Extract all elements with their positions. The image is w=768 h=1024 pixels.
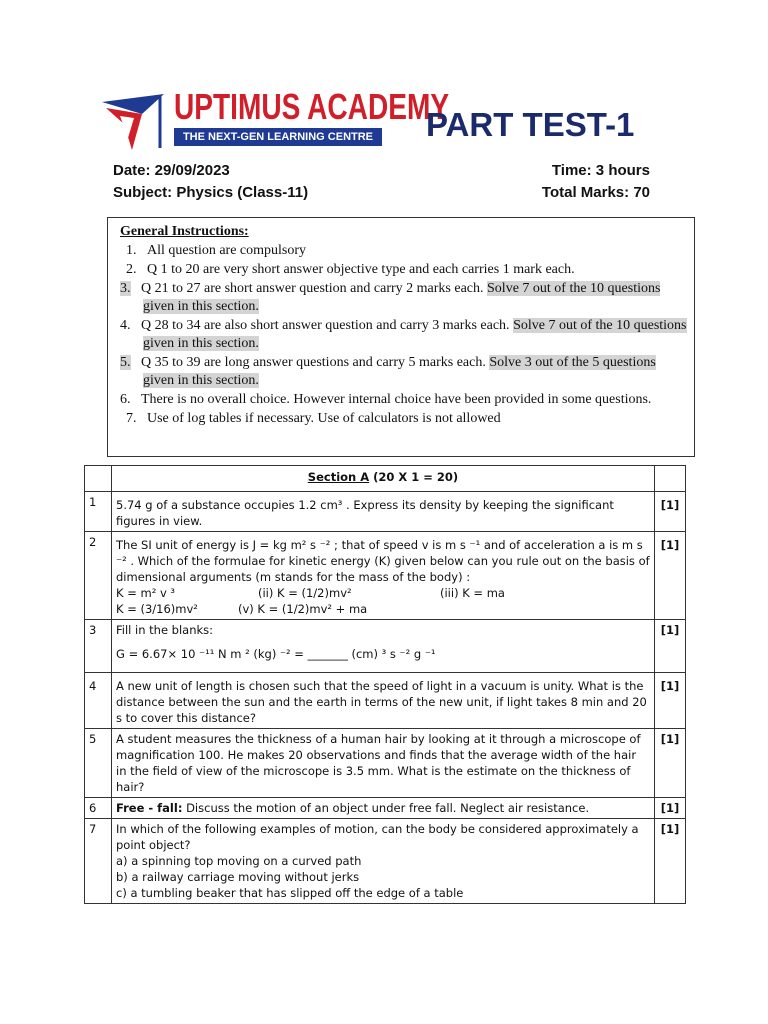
instruction-text: There is no overall choice. However internal choice have been provided in some questions. <box>141 392 652 407</box>
question-text <box>112 798 655 819</box>
instruction-item <box>120 391 688 409</box>
instruction-num: 5. <box>120 355 131 370</box>
section-marks: (20 X 1 = 20) <box>369 470 459 484</box>
question-mark: [1] <box>655 729 686 798</box>
instruction-item <box>120 242 688 260</box>
instruction-text: Q 28 to 34 are also short answer question and carry 3 marks each. <box>141 318 514 333</box>
header <box>102 88 662 160</box>
question-mark: [1] <box>655 620 686 673</box>
question-number: 1 <box>85 492 112 532</box>
instructions-title: General Instructions: <box>120 224 249 239</box>
question-mark: [1] <box>655 492 686 532</box>
question-text <box>112 620 655 673</box>
academy-logo-icon <box>102 94 164 150</box>
question-number: 3 <box>85 620 112 673</box>
instruction-item <box>120 317 688 353</box>
meta-info <box>113 162 650 206</box>
section-label: Section A <box>307 470 370 484</box>
academy-tagline: THE NEXT-GEN LEARNING CENTRE <box>174 128 382 146</box>
instruction-text: Use of log tables if necessary. Use of calculators is not allowed <box>147 411 501 426</box>
meta-row-1 <box>113 162 650 184</box>
instruction-item <box>120 410 688 428</box>
instruction-highlight: Solve 7 out of the 10 questions given in this section. <box>143 318 687 351</box>
question-number: 2 <box>85 532 112 620</box>
option-ii: (ii) K = (1/2)mv² <box>258 586 352 600</box>
table-row <box>85 729 686 798</box>
question-number: 5 <box>85 729 112 798</box>
question-text: A student measures the thickness of a human hair by looking at it through a microscope of magnification 100. He makes 20 observations and finds that the average width of the hair in the field of view of the microscope is 3.5 mm. What is the estimate on the thickness of hair? <box>112 729 655 798</box>
instruction-text: All question are compulsory <box>147 243 307 258</box>
question-mark: [1] <box>655 673 686 729</box>
question-text: A new unit of length is chosen such that the speed of light in a vacuum is unity. What is the distance between the sun and the earth in terms of the new unit, if light takes 8 min and 20 s to cover this distance? <box>112 673 655 729</box>
option-b: b) a railway carriage moving without jerks <box>116 870 360 884</box>
options-row-1 <box>116 585 650 601</box>
question-mark: [1] <box>655 798 686 819</box>
option-v: (v) K = (1/2)mv² + ma <box>238 602 368 616</box>
table-row <box>85 673 686 729</box>
options-row-2 <box>116 601 650 617</box>
instruction-highlight: Solve 7 out of the 10 questions given in this section. <box>143 281 661 314</box>
time-text: Time: 3 hours <box>551 162 650 179</box>
subject-text: Subject: Physics (Class-11) <box>113 184 309 201</box>
date-text: Date: 29/09/2023 <box>113 162 230 179</box>
instruction-num: 2. <box>126 262 137 277</box>
instructions-list <box>114 242 688 428</box>
instruction-item <box>120 354 688 390</box>
table-row <box>85 620 686 673</box>
table-row <box>85 492 686 532</box>
question-formula: G = 6.67× 10 ⁻¹¹ N m ² (kg) ⁻² = _______ (cm) ³ s ⁻² g ⁻¹ <box>116 647 436 661</box>
instruction-text: Q 21 to 27 are short answer question and carry 2 marks each. <box>141 281 488 296</box>
section-header-row <box>85 466 686 492</box>
question-text <box>112 532 655 620</box>
table-row <box>85 798 686 819</box>
question-bold-label: Free - fall: <box>116 801 183 815</box>
question-number: 7 <box>85 819 112 904</box>
instruction-item <box>120 280 688 316</box>
instruction-num: 7. <box>126 411 137 426</box>
question-number: 4 <box>85 673 112 729</box>
question-body: The SI unit of energy is J = kg m² s ⁻² ; that of speed v is m s ⁻¹ and of acceleration a is m s ⁻² . Which of the formulae for kinetic energy (K) given below can you rule out on the basis of dimensional arguments (m stands for the mass of the body) : <box>116 538 650 584</box>
instruction-num: 4. <box>120 318 131 333</box>
question-number: 6 <box>85 798 112 819</box>
option-a: a) a spinning top moving on a curved path <box>116 854 362 868</box>
academy-name: UPTIMUS ACADEMY <box>174 86 450 127</box>
table-row <box>85 532 686 620</box>
questions-table <box>84 465 686 904</box>
section-mark-cell <box>655 466 686 492</box>
section-title <box>112 466 655 492</box>
instruction-highlight: Solve 3 out of the 5 questions given in this section. <box>143 355 656 388</box>
section-num-cell <box>85 466 112 492</box>
instruction-item <box>120 261 688 279</box>
instruction-num: 1. <box>126 243 137 258</box>
option-iii: (iii) K = ma <box>440 586 505 600</box>
table-row <box>85 819 686 904</box>
question-text <box>112 819 655 904</box>
total-marks-text: Total Marks: 70 <box>541 184 650 201</box>
question-mark: [1] <box>655 819 686 904</box>
option-i: K = m² v ³ <box>116 586 176 600</box>
test-title: PART TEST-1 <box>426 106 635 143</box>
option-c: c) a tumbling beaker that has slipped off the edge of a table <box>116 886 464 900</box>
instruction-num: 6. <box>120 392 131 407</box>
question-mark: [1] <box>655 532 686 620</box>
instruction-num: 3. <box>120 281 131 296</box>
general-instructions <box>107 217 695 457</box>
instruction-text: Q 1 to 20 are very short answer objective type and each carries 1 mark each. <box>147 262 575 277</box>
question-body: In which of the following examples of motion, can the body be considered approximately a point object? <box>116 822 639 852</box>
meta-row-2 <box>113 184 650 206</box>
option-iv: K = (3/16)mv² <box>116 602 198 616</box>
question-body: Fill in the blanks: <box>116 623 214 637</box>
question-body: Discuss the motion of an object under free fall. Neglect air resistance. <box>182 801 590 815</box>
instruction-text: Q 35 to 39 are long answer questions and carry 5 marks each. <box>141 355 490 370</box>
question-text: 5.74 g of a substance occupies 1.2 cm³ . Express its density by keeping the significant figures in view. <box>112 492 655 532</box>
